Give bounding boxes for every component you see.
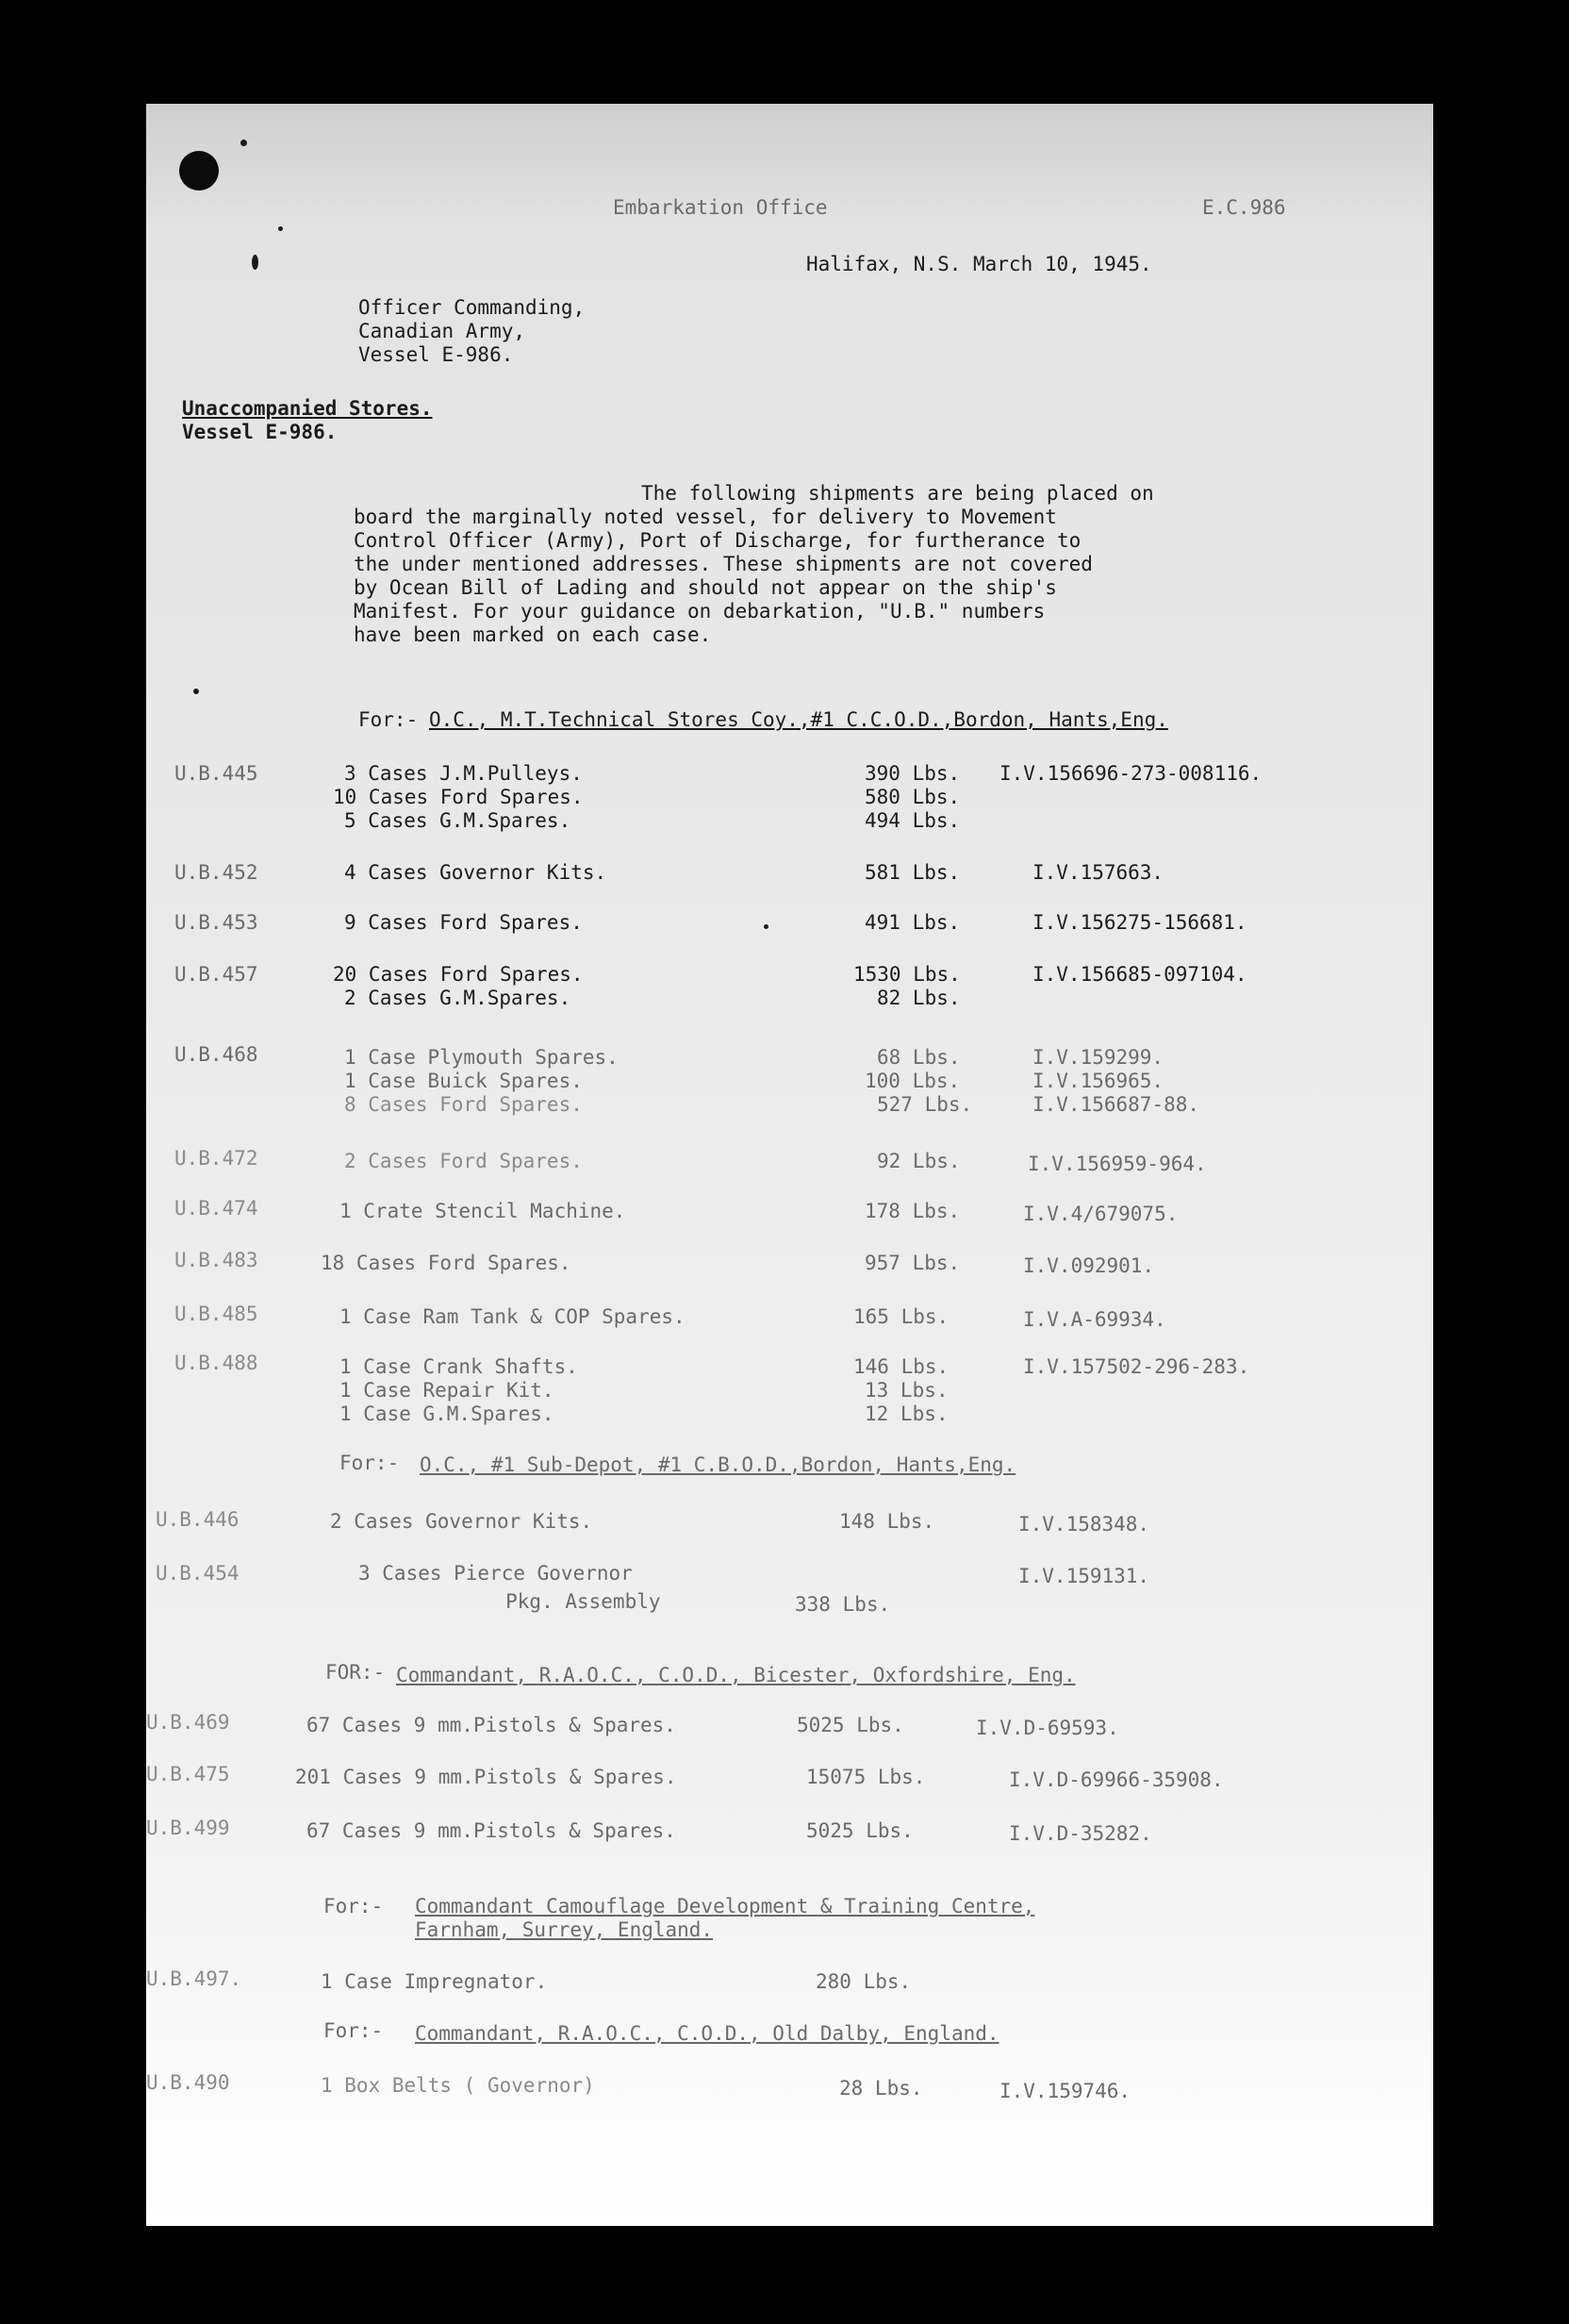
item-weight: 178 Lbs. [865,1200,961,1222]
item-description: 2 Cases Ford Spares. [344,1150,583,1172]
addressee: Commandant, R.A.O.C., C.O.D., Old Dalby, England. [415,2022,999,2045]
ub-number: U.B.485 [174,1303,258,1325]
iv-number: I.V.159131. [1018,1565,1150,1587]
ub-number: U.B.488 [174,1352,258,1374]
item-weight: 957 Lbs. [865,1252,961,1274]
item-weight: 148 Lbs. [839,1510,935,1533]
item-weight: 280 Lbs. [816,1970,912,1993]
subject-line: Vessel E-986. [182,421,338,443]
ink-speck [278,226,283,231]
ink-speck [252,255,258,270]
ub-number: U.B.472 [174,1147,258,1170]
item-weight: 581 Lbs. [865,861,961,884]
ink-speck [764,924,768,929]
intro-line: The following shipments are being placed on [641,482,1154,505]
punch-hole [179,151,219,191]
iv-number: I.V.D-69593. [976,1717,1119,1739]
item-description: 10 Cases Ford Spares. [333,786,584,808]
item-description: 67 Cases 9 mm.Pistols & Spares. [306,1819,676,1842]
item-description: 3 Cases Pierce Governor [358,1562,633,1585]
item-description: 2 Cases Governor Kits. [330,1510,593,1533]
ub-number: U.B.454 [156,1562,239,1585]
item-description: 2 Cases G.M.Spares. [344,987,571,1009]
ub-number: U.B.469 [146,1711,230,1734]
item-description: 1 Case Repair Kit. [339,1379,554,1402]
iv-number: I.V.092901. [1023,1254,1155,1277]
item-description: 4 Cases Governor Kits. [344,861,607,884]
ub-number: U.B.452 [174,861,258,884]
item-description: 201 Cases 9 mm.Pistols & Spares. [295,1766,677,1788]
iv-number: I.V.D-35282. [1009,1822,1152,1845]
intro-line: have been marked on each case. [354,623,712,646]
address-line: Canadian Army, [358,320,526,342]
addressee: O.C., M.T.Technical Stores Coy.,#1 C.C.O.D.,Bordon, Hants,Eng. [429,708,1168,731]
addressee-line-2: Farnham, Surrey, England. [415,1918,714,1941]
iv-number: I.V.156959-964. [1028,1153,1207,1175]
ub-number: U.B.474 [174,1197,258,1220]
iv-number: I.V.158348. [1018,1513,1150,1536]
iv-number: I.V.D-69966-35908. [1009,1768,1224,1791]
intro-line: Control Officer (Army), Port of Discharge, for furtherance to [354,529,1082,552]
item-weight: 491 Lbs. [865,911,961,934]
item-weight: 68 Lbs. [877,1046,961,1069]
item-weight: 92 Lbs. [877,1150,961,1172]
ub-number: U.B.453 [174,911,258,934]
iv-number: I.V.156275-156681. [1032,911,1247,934]
item-weight: 82 Lbs. [877,987,961,1009]
item-weight: 100 Lbs. [865,1070,961,1092]
ub-number: U.B.468 [174,1043,258,1066]
item-weight: 15075 Lbs. [806,1766,926,1788]
intro-line: the under mentioned addresses. These shipments are not covered [354,553,1093,575]
iv-number: I.V.156687-88. [1032,1093,1200,1116]
for-label: For:- [323,2019,384,2042]
item-description: 1 Case Buick Spares. [344,1070,583,1092]
office-name: Embarkation Office [613,196,828,219]
iv-number: I.V.156696-273-008116. [999,762,1263,785]
addressee: Commandant, R.A.O.C., C.O.D., Bicester, Oxfordshire, Eng. [396,1664,1076,1686]
item-description: 18 Cases Ford Spares. [321,1252,571,1274]
ub-number: U.B.483 [174,1249,258,1271]
iv-number: I.V.159299. [1032,1046,1164,1069]
ub-number: U.B.457 [174,963,258,986]
item-description: 1 Crate Stencil Machine. [339,1200,626,1222]
item-description: 1 Case Crank Shafts. [339,1355,578,1378]
ub-number: U.B.445 [174,762,258,785]
item-weight: 494 Lbs. [865,809,961,832]
item-description: 9 Cases Ford Spares. [344,911,583,934]
intro-line: board the marginally noted vessel, for delivery to Movement [354,506,1057,528]
item-weight: 146 Lbs. [853,1355,950,1378]
subject-line: Unaccompanied Stores. [182,397,433,420]
iv-number: I.V.A-69934. [1023,1308,1166,1331]
item-weight: 390 Lbs. [865,762,961,785]
for-label: FOR:- [325,1661,386,1684]
ub-number: U.B.446 [156,1508,239,1531]
iv-number: I.V.157502-296-283. [1023,1355,1250,1378]
for-label: For:- [323,1895,384,1917]
item-weight: 5025 Lbs. [797,1714,904,1736]
iv-number: I.V.156685-097104. [1032,963,1247,986]
iv-number: I.V.159746. [999,2080,1131,2102]
item-description: 1 Case Impregnator. [321,1970,548,1993]
address-line: Vessel E-986. [358,343,514,366]
ink-speck [193,689,199,694]
iv-number: I.V.156965. [1032,1070,1164,1092]
ink-speck [240,140,247,146]
intro-line: by Ocean Bill of Lading and should not appear on the ship's [354,576,1057,599]
item-description: 1 Case Plymouth Spares. [344,1046,619,1069]
item-description: 1 Box Belts ( Governor) [321,2074,595,2097]
for-label: For:- [358,708,419,731]
iv-number: I.V.157663. [1032,861,1164,884]
item-weight: 527 Lbs. [877,1093,973,1116]
item-description: 67 Cases 9 mm.Pistols & Spares. [306,1714,676,1736]
item-weight: 28 Lbs. [839,2077,923,2100]
addressee: O.C., #1 Sub-Depot, #1 C.B.O.D.,Bordon, Hants,Eng. [420,1453,1016,1476]
item-weight: 338 Lbs. [795,1593,891,1616]
item-description: 3 Cases J.M.Pulleys. [344,762,583,785]
address-line: Officer Commanding, [358,296,586,319]
item-description: 1 Case G.M.Spares. [339,1403,554,1425]
item-description: Pkg. Assembly [410,1590,661,1613]
for-label: For:- [339,1452,400,1474]
iv-number: I.V.4/679075. [1023,1203,1179,1225]
item-weight: 1530 Lbs. [853,963,961,986]
document-page [146,104,1433,2226]
item-weight: 580 Lbs. [865,786,961,808]
ub-number: U.B.499 [146,1817,230,1839]
item-description: 8 Cases Ford Spares. [344,1093,583,1116]
item-weight: 12 Lbs. [865,1403,949,1425]
item-weight: 13 Lbs. [865,1379,949,1402]
place-date: Halifax, N.S. March 10, 1945. [806,253,1152,275]
item-description: 1 Case Ram Tank & COP Spares. [339,1305,685,1328]
reference-number: E.C.986 [1202,196,1286,219]
item-description: 20 Cases Ford Spares. [333,963,584,986]
item-weight: 165 Lbs. [853,1305,950,1328]
intro-line: Manifest. For your guidance on debarkation, "U.B." numbers [354,600,1046,622]
addressee: Commandant Camouflage Development & Training Centre, [415,1895,1035,1917]
item-description: 5 Cases G.M.Spares. [344,809,571,832]
ub-number: U.B.497. [146,1967,242,1990]
item-weight: 5025 Lbs. [806,1819,914,1842]
ub-number: U.B.475 [146,1763,230,1785]
ub-number: U.B.490 [146,2071,230,2094]
